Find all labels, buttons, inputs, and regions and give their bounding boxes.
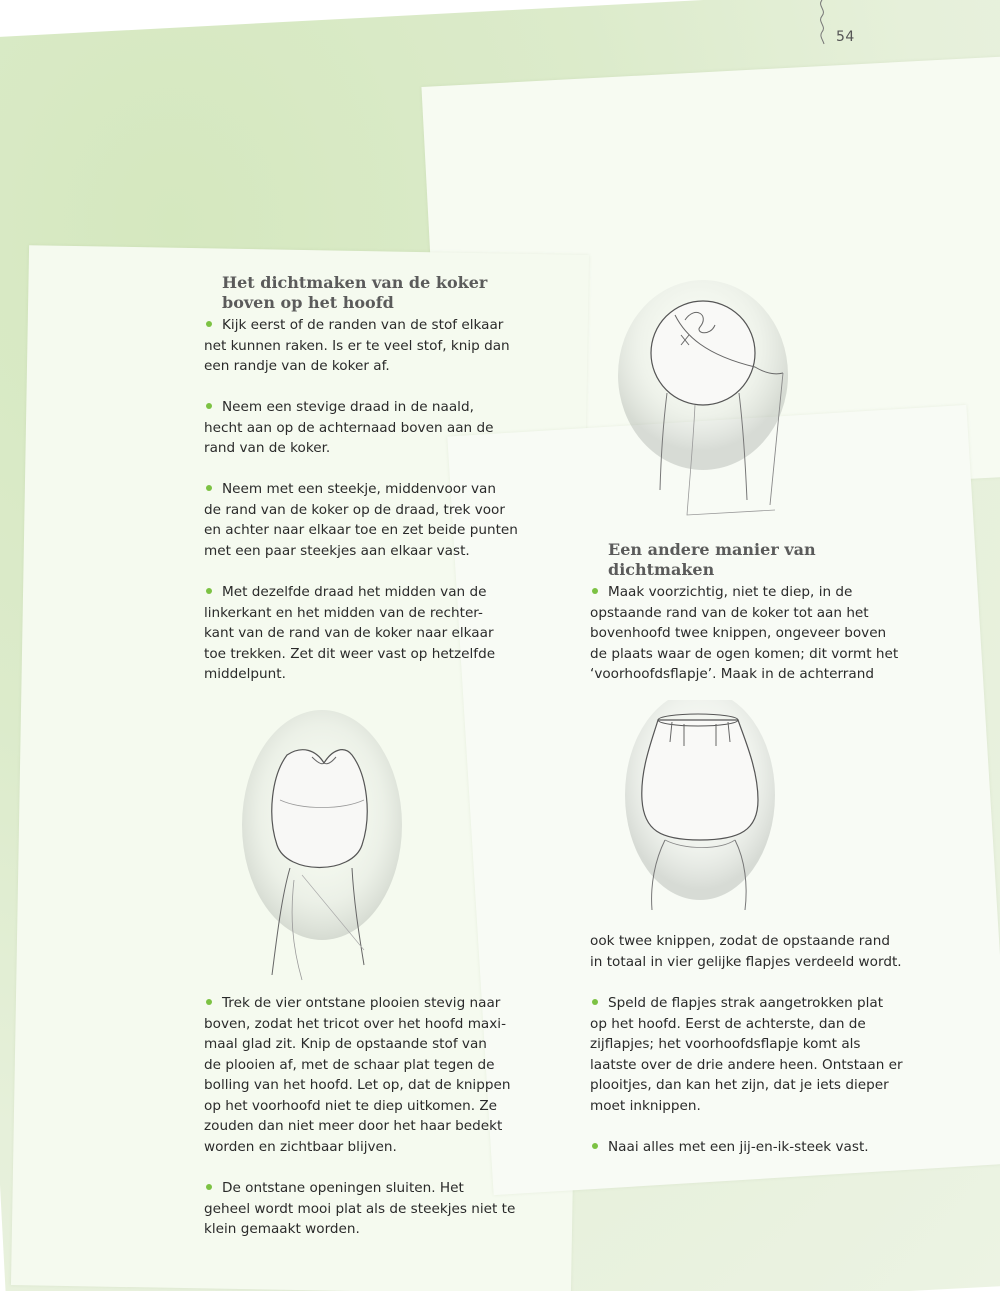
section-heading: Een andere manier van dichtmaken: [608, 540, 816, 579]
paragraph: De ontstane openingen sluiten. Het geheel wordt mooi plat als de steekjes niet te klein gemaakt worden.: [204, 1180, 516, 1237]
page-number: 54: [836, 29, 855, 45]
bullet-icon: [592, 1143, 598, 1149]
paragraph: Naai alles met een jij-en-ik-steek vast.: [590, 1137, 869, 1158]
bullet-icon: [206, 321, 212, 327]
section-heading: Het dichtmaken van de koker boven op het hoofd: [222, 273, 488, 312]
paragraph: ook twee knippen, zodat de opstaande rand in totaal in vier gelijke flapjes verdeeld wordt.: [590, 933, 902, 970]
bullet-icon: [206, 403, 212, 409]
paragraph: Maak voorzichtig, niet te diep, in de opstaande rand van de koker tot aan het bovenhoofd twee knippen, ongeveer boven de plaats waar de ogen komen; dit vormt het ‘voorhoofdsflapje’. Maak in de achterrand: [590, 584, 899, 682]
page-number-ornament: [815, 0, 829, 46]
bullet-icon: [592, 999, 598, 1005]
head-thread-illustration: [615, 275, 815, 520]
bullet-icon: [206, 485, 212, 491]
head-gathered-illustration: [232, 705, 412, 985]
paragraph: Neem een stevige draad in de naald, hecht aan op de achternaad boven aan de rand van de koker.: [204, 399, 494, 456]
paragraph: Speld de flapjes strak aangetrokken plat op het hoofd. Eerst de achterste, dan de zijflapjes; het voorhoofdsflapje komt als laatste over de drie andere heen. Ontstaan er plooitjes, dan kan het zijn, dat je iets dieper moet inknippen.: [590, 995, 903, 1114]
paragraph: Neem met een steekje, middenvoor van de rand van de koker op de draad, trek voor en achter naar elkaar toe en zet beide punten met een paar steekjes aan elkaar vast.: [204, 481, 518, 559]
paragraph: Trek de vier ontstane plooien stevig naar boven, zodat het tricot over het hoofd maxi- maal glad zit. Knip de opstaande stof van de plooien af, met de schaar plat tegen de bolling van het hoofd. Let op, dat de knippen op het voorhoofd niet te diep uitkomen. Ze zouden dan niet meer door het haar bedekt worden en zichtbaar blijven.: [204, 995, 511, 1155]
bullet-icon: [206, 588, 212, 594]
bullet-icon: [206, 1184, 212, 1190]
bullet-icon: [592, 588, 598, 594]
bullet-icon: [206, 999, 212, 1005]
paragraph: Met dezelfde draad het midden van de linkerkant en het midden van de rechter- kant van de rand van de koker naar elkaar toe trekken. Zet dit weer vast op hetzelfde middelpunt.: [204, 584, 496, 682]
head-flaps-illustration: [620, 700, 790, 915]
paragraph: Kijk eerst of de randen van de stof elkaar net kunnen raken. Is er te veel stof, knip dan een randje van de koker af.: [204, 317, 510, 374]
